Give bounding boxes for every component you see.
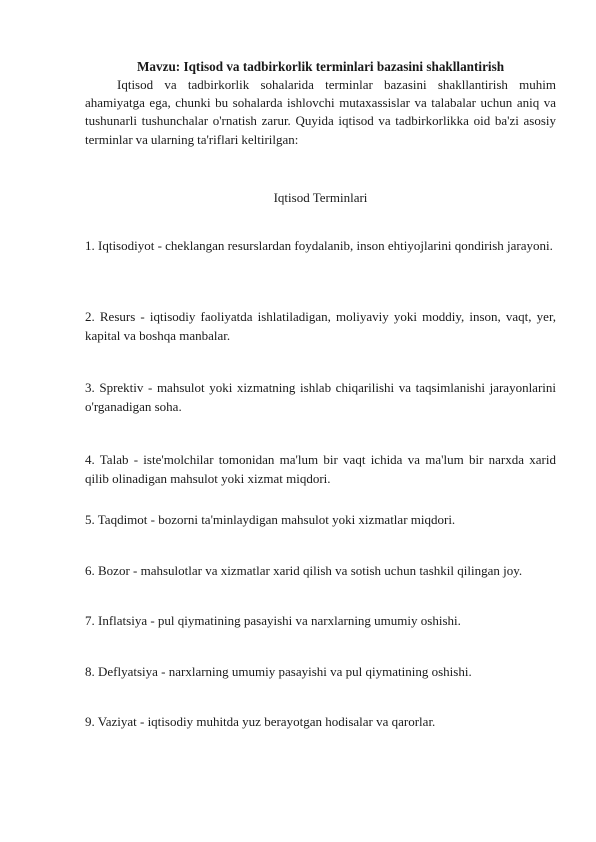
document-page	[85, 58, 556, 729]
section-heading: Iqtisod Terminlari	[273, 189, 368, 205]
term-item: 6. Bozor - mahsulotlar va xizmatlar xarid qilish va sotish uchun tashkil qilingan joy.	[85, 563, 523, 578]
intro-paragraph: Iqtisod va tadbirkorlik sohalarida terminlar bazasini shakllantirish muhim ahamiyatga ega, chunki bu sohalarda ishlovchi mutaxassislar va talabalar uchun aniq va tushunarli tushunchalar o'rnatish zarur. Quyida iqtisod va tadbirkorlikka oid ba'zi asosiy terminlar va ularning ta'riflari keltirilgan:	[85, 77, 556, 147]
term-item: 7. Inflatsiya - pul qiymatining pasayishi va narxlarning umumiy oshishi.	[85, 613, 461, 628]
term-item: 3. Sprektiv - mahsulot yoki xizmatning ishlab chiqarilishi va taqsimlanishi jarayonlarini o'rganadigan soha.	[85, 380, 556, 414]
term-item: 4. Talab - iste'molchilar tomonidan ma'lum bir vaqt ichida va ma'lum bir narxda xarid qilib olinadigan mahsulot yoki xizmat miqdori.	[85, 452, 556, 486]
term-item: 9. Vaziyat - iqtisodiy muhitda yuz berayotgan hodisalar va qarorlar.	[85, 714, 436, 729]
term-item: 1. Iqtisodiyot - cheklangan resurslardan foydalanib, inson ehtiyojlarini qondirish jarayoni.	[85, 238, 553, 253]
term-item: 8. Deflyatsiya - narxlarning umumiy pasayishi va pul qiymatining oshishi.	[85, 664, 472, 679]
document-title: Mavzu: Iqtisod va tadbirkorlik terminlari bazasini shakllantirish	[136, 59, 505, 74]
term-item: 5. Taqdimot - bozorni ta'minlaydigan mahsulot yoki xizmatlar miqdori.	[85, 512, 456, 527]
term-item: 2. Resurs - iqtisodiy faoliyatda ishlatiladigan, moliyaviy yoki moddiy, inson, vaqt, yer, kapital va boshqa manbalar.	[85, 309, 556, 343]
